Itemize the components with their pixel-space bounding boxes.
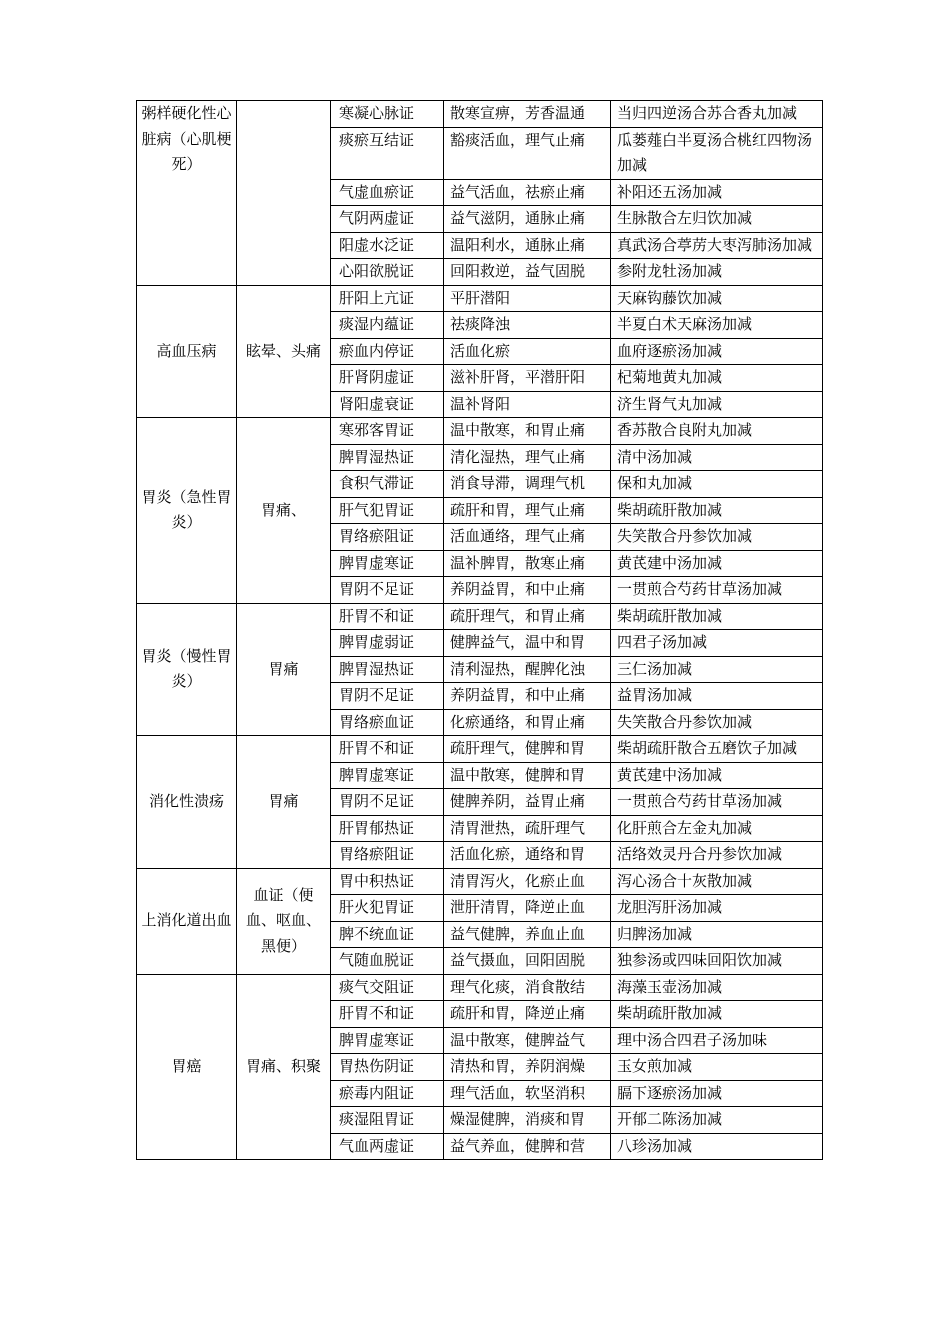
pattern-cell: 肝胃不和证 [331,736,444,763]
method-cell: 疏肝和胃，降逆止痛 [444,1001,611,1028]
pattern-cell: 胃热伤阴证 [331,1054,444,1081]
formula-cell: 参附龙牡汤加减 [611,259,823,286]
formula-cell: 八珍汤加减 [611,1133,823,1160]
pattern-cell: 脾胃虚寒证 [331,1027,444,1054]
method-cell: 回阳救逆，益气固脱 [444,259,611,286]
formula-cell: 天麻钩藤饮加减 [611,285,823,312]
table-row [137,974,823,1001]
method-cell: 疏肝理气，和胃止痛 [444,603,611,630]
method-cell: 清胃泄热，疏肝理气 [444,815,611,842]
formula-cell: 开郁二陈汤加减 [611,1107,823,1134]
formula-cell: 归脾汤加减 [611,921,823,948]
pattern-cell: 食积气滞证 [331,471,444,498]
pattern-cell: 瘀血内停证 [331,338,444,365]
pattern-cell: 脾胃湿热证 [331,656,444,683]
formula-cell: 益胃汤加减 [611,683,823,710]
formula-cell: 真武汤合葶苈大枣泻肺汤加减 [611,232,823,259]
formula-cell: 当归四逆汤合苏合香丸加减 [611,101,823,128]
formula-cell: 活络效灵丹合丹参饮加减 [611,842,823,869]
pattern-cell: 痰瘀互结证 [331,127,444,179]
method-cell: 益气健脾，养血止血 [444,921,611,948]
method-cell: 温阳利水，通脉止痛 [444,232,611,259]
method-cell: 滋补肝肾，平潜肝阳 [444,365,611,392]
method-cell: 清利湿热，醒脾化浊 [444,656,611,683]
pattern-cell: 肝胃郁热证 [331,815,444,842]
pattern-cell: 胃络瘀阻证 [331,842,444,869]
symptom-cell [237,101,331,286]
method-cell: 理气化痰，消食散结 [444,974,611,1001]
pattern-cell: 胃阴不足证 [331,789,444,816]
pattern-cell: 气血两虚证 [331,1133,444,1160]
pattern-cell: 肝气犯胃证 [331,497,444,524]
formula-cell: 失笑散合丹参饮加减 [611,524,823,551]
table-row [137,736,823,763]
method-cell: 温中散寒，和胃止痛 [444,418,611,445]
pattern-cell: 寒邪客胃证 [331,418,444,445]
disease-cell: 胃炎（慢性胃炎） [137,603,237,736]
method-cell: 消食导滞，调理气机 [444,471,611,498]
disease-cell: 上消化道出血 [137,868,237,974]
method-cell: 散寒宣痹，芳香温通 [444,101,611,128]
pattern-cell: 痰气交阻证 [331,974,444,1001]
symptom-cell: 血证（便血、呕血、黑便） [237,868,331,974]
formula-cell: 济生肾气丸加减 [611,391,823,418]
symptom-cell: 胃痛、积聚 [237,974,331,1160]
disease-cell: 胃癌 [137,974,237,1160]
formula-cell: 四君子汤加减 [611,630,823,657]
pattern-cell: 心阳欲脱证 [331,259,444,286]
method-cell: 养阴益胃，和中止痛 [444,577,611,604]
pattern-cell: 气随血脱证 [331,948,444,975]
method-cell: 益气滋阴，通脉止痛 [444,206,611,233]
pattern-cell: 瘀毒内阻证 [331,1080,444,1107]
method-cell: 养阴益胃，和中止痛 [444,683,611,710]
method-cell: 燥湿健脾，消痰和胃 [444,1107,611,1134]
disease-cell: 消化性溃疡 [137,736,237,869]
pattern-cell: 肾阳虚衰证 [331,391,444,418]
method-cell: 健脾益气，温中和胃 [444,630,611,657]
pattern-cell: 肝胃不和证 [331,1001,444,1028]
formula-cell: 化肝煎合左金丸加减 [611,815,823,842]
pattern-cell: 肝肾阴虚证 [331,365,444,392]
formula-cell: 清中汤加减 [611,444,823,471]
pattern-cell: 肝阳上亢证 [331,285,444,312]
method-cell: 理气活血，软坚消积 [444,1080,611,1107]
table-row [137,603,823,630]
formula-cell: 杞菊地黄丸加减 [611,365,823,392]
method-cell: 清化湿热，理气止痛 [444,444,611,471]
formula-cell: 补阳还五汤加减 [611,179,823,206]
symptom-cell: 胃痛 [237,736,331,869]
formula-cell: 半夏白术天麻汤加减 [611,312,823,339]
symptom-cell: 眩晕、头痛 [237,285,331,418]
formula-cell: 膈下逐瘀汤加减 [611,1080,823,1107]
formula-cell: 玉女煎加减 [611,1054,823,1081]
disease-cell: 高血压病 [137,285,237,418]
method-cell: 豁痰活血，理气止痛 [444,127,611,179]
symptom-cell: 胃痛 [237,603,331,736]
formula-cell: 黄芪建中汤加减 [611,550,823,577]
method-cell: 清热和胃，养阴润燥 [444,1054,611,1081]
table-row [137,868,823,895]
pattern-cell: 胃络瘀阻证 [331,524,444,551]
formula-cell: 瓜蒌薤白半夏汤合桃红四物汤加减 [611,127,823,179]
method-cell: 益气摄血，回阳固脱 [444,948,611,975]
formula-cell: 生脉散合左归饮加减 [611,206,823,233]
method-cell: 活血化瘀 [444,338,611,365]
table-row [137,285,823,312]
formula-cell: 海藻玉壶汤加减 [611,974,823,1001]
formula-cell: 保和丸加减 [611,471,823,498]
formula-cell: 龙胆泻肝汤加减 [611,895,823,922]
disease-cell: 胃炎（急性胃炎） [137,418,237,604]
pattern-cell: 脾胃湿热证 [331,444,444,471]
formula-cell: 一贯煎合芍药甘草汤加减 [611,577,823,604]
table-body [137,101,823,1160]
formula-cell: 香苏散合良附丸加减 [611,418,823,445]
pattern-cell: 痰湿阻胃证 [331,1107,444,1134]
tcm-treatment-table [136,100,823,1160]
pattern-cell: 脾胃虚寒证 [331,762,444,789]
pattern-cell: 胃中积热证 [331,868,444,895]
method-cell: 化瘀通络，和胃止痛 [444,709,611,736]
pattern-cell: 脾胃虚寒证 [331,550,444,577]
method-cell: 泄肝清胃，降逆止血 [444,895,611,922]
formula-cell: 柴胡疏肝散合五磨饮子加减 [611,736,823,763]
pattern-cell: 肝胃不和证 [331,603,444,630]
formula-cell: 一贯煎合芍药甘草汤加减 [611,789,823,816]
method-cell: 平肝潜阳 [444,285,611,312]
formula-cell: 理中汤合四君子汤加味 [611,1027,823,1054]
pattern-cell: 气虚血瘀证 [331,179,444,206]
method-cell: 益气养血，健脾和营 [444,1133,611,1160]
formula-cell: 柴胡疏肝散加减 [611,497,823,524]
formula-cell: 柴胡疏肝散加减 [611,603,823,630]
method-cell: 温补脾胃，散寒止痛 [444,550,611,577]
formula-cell: 柴胡疏肝散加减 [611,1001,823,1028]
pattern-cell: 寒凝心脉证 [331,101,444,128]
formula-cell: 三仁汤加减 [611,656,823,683]
pattern-cell: 脾胃虚弱证 [331,630,444,657]
method-cell: 疏肝理气，健脾和胃 [444,736,611,763]
formula-cell: 泻心汤合十灰散加减 [611,868,823,895]
table-row [137,418,823,445]
method-cell: 益气活血，祛瘀止痛 [444,179,611,206]
formula-cell: 黄芪建中汤加减 [611,762,823,789]
method-cell: 清胃泻火，化瘀止血 [444,868,611,895]
pattern-cell: 胃络瘀血证 [331,709,444,736]
method-cell: 活血化瘀，通络和胃 [444,842,611,869]
symptom-cell: 胃痛、 [237,418,331,604]
pattern-cell: 肝火犯胃证 [331,895,444,922]
method-cell: 温中散寒，健脾益气 [444,1027,611,1054]
formula-cell: 独参汤或四味回阳饮加减 [611,948,823,975]
method-cell: 活血通络，理气止痛 [444,524,611,551]
method-cell: 温中散寒，健脾和胃 [444,762,611,789]
pattern-cell: 胃阴不足证 [331,577,444,604]
table-row [137,101,823,128]
formula-cell: 失笑散合丹参饮加减 [611,709,823,736]
pattern-cell: 气阴两虚证 [331,206,444,233]
pattern-cell: 脾不统血证 [331,921,444,948]
pattern-cell: 痰湿内蕴证 [331,312,444,339]
formula-cell: 血府逐瘀汤加减 [611,338,823,365]
method-cell: 健脾养阴，益胃止痛 [444,789,611,816]
pattern-cell: 胃阴不足证 [331,683,444,710]
method-cell: 温补肾阳 [444,391,611,418]
method-cell: 祛痰降浊 [444,312,611,339]
method-cell: 疏肝和胃，理气止痛 [444,497,611,524]
pattern-cell: 阳虚水泛证 [331,232,444,259]
disease-cell: 粥样硬化性心脏病（心肌梗死） [137,101,237,286]
